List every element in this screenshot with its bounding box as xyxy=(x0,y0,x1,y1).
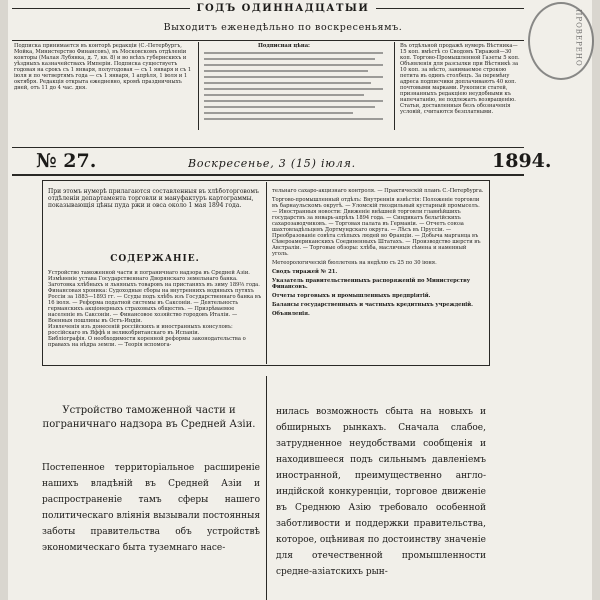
contents-item: Объявленія. xyxy=(272,311,310,317)
article-text-left: Постепенное территоріальное расширеніе нашихъ владѣній въ Средней Азіи и распространеніе тамъ сферы нашего политическаго вліянія вызывали постоянныя заботы правительства объ устройствѣ экономическаго быта туземнаго насе- xyxy=(42,463,260,553)
subscription-right: Въ отдѣльной продажѣ нумеръ Вѣстника—15 коп. вмѣстѣ со Сводомъ Тиражей—30 коп. Торгово-Промышленной Газеты 5 коп. Объявленія для разсылки при Вѣстникѣ за 10 коп. за мѣсто, занимаемое строкою петита въ одинъ столбецъ. За перемѣну адреса подписчики доплачиваютъ 40 коп. почтовыми марками. Рукописи статей, признанныхъ редакціею неудобными къ напечатанію, не подлежатъ возвращенію. Статьи, доставленныя безъ обозначенія условій, считаются безплатными. xyxy=(400,43,520,115)
contents-item: Сводъ тиражей № 21. xyxy=(272,269,338,275)
newspaper-page xyxy=(8,0,592,600)
subscription-divider-2 xyxy=(394,42,395,130)
subscription-left: Подписка принимается въ конторѣ редакціи (С.-Петербургъ, Мойка, Министерство Финансовъ), въ Московскомъ отдѣленіи конторы (Малая Лубянка, д. 7, кв. 8) и во всѣхъ губернскихъ и уѣздныхъ казначействахъ Имперіи. Подписка существуетъ годовая на срокъ съ 1 января, полугодовая — съ 1 января и съ 1 іюля и по четвертямъ года — съ 1 января, 1 апрѣля, 1 іюля и 1 октября. Редакція открыта ежедневно, кромѣ праздничныхъ дней, отъ 11 до 4 час. дня. xyxy=(14,43,192,91)
library-stamp xyxy=(528,2,594,80)
header-rule-right xyxy=(376,8,524,9)
subscription-price-table xyxy=(204,52,390,128)
contents-item: Извлеченія изъ донесеній россійскихъ и иностранныхъ консуловъ: россійскаго въ Яффѣ и великобританскаго въ Испаніи. xyxy=(48,324,233,336)
year-line: ГОДЪ ОДИННАДЦАТЫЙ xyxy=(196,3,370,14)
contents-item: Отчеты торговыхъ и промышленныхъ предпріятій. xyxy=(272,293,431,299)
contents-item: Торгово-промышленный отдѣлъ: Внутреннія извѣстія: Положеніе торговли въ барнаульскомъ округѣ. — Уломскій гвоздильный кустарный промыселъ. — Иностранныя новости: Движеніе внѣшней торговли главнѣйшихъ государствъ за январь-апрѣль 1894 года. — Синдикатъ бельгійскихъ сахарозаводчиковъ. — Торговая палата въ Германіи. — Отчетъ союза шахтовладѣльцевъ Дортмундскаго округа. — Лѣсъ въ Пруссіи. — Преобразованіе совѣта слѣпыхъ людей во Франціи. — Добыча марганца въ Сѣвероамериканскихъ Соединенныхъ Штатахъ. — Производство шерсти въ Австраліи. — Торговые обзоры: хлѣба, масличныя сѣмена и наменный уголь. xyxy=(272,197,481,257)
contents-item: Указатель правительственныхъ распоряженій по Министерству Финансовъ. xyxy=(272,278,471,290)
issue-number: № 27. xyxy=(36,150,97,172)
contents-title: СОДЕРЖАНІЕ. xyxy=(110,254,200,264)
issue-date: Воскресенье, 3 (15) іюля. xyxy=(188,157,356,170)
subscription-center-title: Подписная цѣна: xyxy=(258,43,310,49)
supplement-notice: При этомъ нумерѣ прилагаются составленныя въ хлѣботорговомъ отдѣленіи департамента торговли и мануфактуръ картограммы, показывающія цѣны пудa ржи и овса около 1 мая 1894 года. xyxy=(48,188,259,210)
box-column-divider xyxy=(266,182,267,364)
box-border-top xyxy=(42,180,490,181)
contents-item: Балансы государственныхъ и частныхъ кредитныхъ учрежденій. xyxy=(272,302,473,308)
contents-item: тельнаго сахаро-акцизнаго контроля. — Практическій планъ С.-Петербурга. xyxy=(272,188,484,194)
frequency-line: Выходитъ еженедѣльно по воскресеньямъ. xyxy=(163,22,403,33)
contents-item: Заготовка хлѣбныхъ и льняныхъ товаровъ на пристаняхъ въ зиму 189⅔ года. xyxy=(48,282,260,288)
box-border-bottom xyxy=(42,365,490,366)
subscription-divider-1 xyxy=(198,42,199,130)
article-text-right: нилась возможность сбыта на новыхъ и обширныхъ рынкахъ. Сначала слабое, затрудненное неудобствами сообщенія и находившееся подъ сильнымъ давленіемъ иностранной, преимущественно англо-индійской конкуренціи, торговое движеніе въ Среднюю Азію требовало особенной заботливости и поддержки правительства, которое, оцѣнивая по достоинству значеніе для отечественной промышленности средне-азіатскихъ рын- xyxy=(276,407,486,577)
box-border-right xyxy=(489,180,490,365)
article-column-divider xyxy=(266,376,267,600)
issue-bottom-rule xyxy=(12,174,524,176)
issue-year: 1894. xyxy=(492,150,552,172)
contents-item: Метеорологическій бюллетень на недѣлю съ 25 по 30 іюня. xyxy=(272,260,437,266)
stamp-text: ПРОВЕРЕНО xyxy=(574,9,583,67)
issue-top-rule xyxy=(12,147,524,148)
contents-right xyxy=(272,188,484,364)
contents-item: Библіографія. О необходимости коренной реформы законодательства о правахъ на нѣдра земли. — Теорія вспомога- xyxy=(48,336,246,348)
article-title: Устройство таможенной части и пограничнаго надзора въ Средней Азіи. xyxy=(42,405,256,430)
contents-item: Устройство таможенной части и пограничнаго надзора въ Средней Азіи. xyxy=(48,270,250,276)
header-rule-left xyxy=(12,8,190,9)
box-border-left xyxy=(42,180,43,365)
subscription-top-rule xyxy=(12,40,524,41)
contents-left xyxy=(48,270,262,364)
contents-item: Измѣненіе устава Государственнаго Дворянскаго земельнаго банка. xyxy=(48,276,238,282)
contents-item: Финансовая хроника: Судоходные сборы на внутреннихъ водяныхъ путяхъ Россіи за 1883—1893 гг. — Ссуды подъ хлѣбъ изъ Государственнаго банка въ 16 іюля. — Реформа податной системы въ Саксоніи. — Деятельность германскихъ акціонерныхъ страховыхъ обществъ. — Призрѣваемое населеніе въ Саксоніи. — Финансовое хозяйство городовъ Италіи. — Военныя пошлины въ Остъ-Индіи. xyxy=(48,288,262,324)
